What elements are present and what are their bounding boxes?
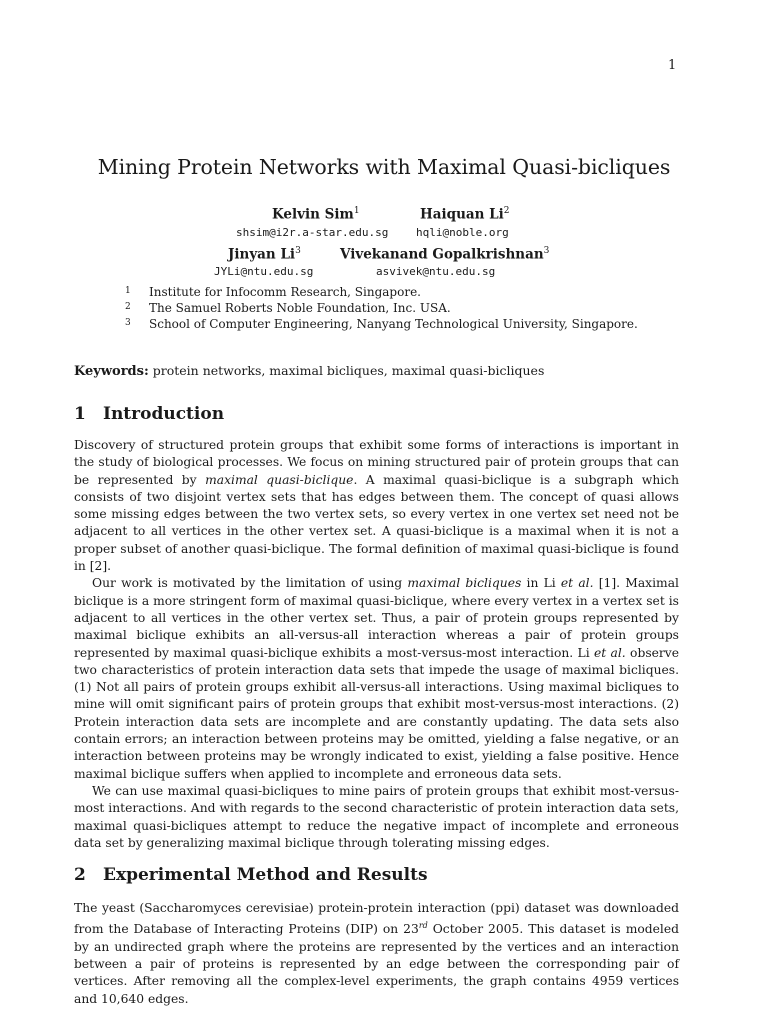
keywords-label: Keywords: <box>74 364 149 379</box>
affiliation: 1 Institute for Infocomm Research, Singapore. <box>125 285 421 299</box>
section-heading-introduction: 1 Introduction <box>74 404 225 424</box>
author-name: Vivekanand Gopalkrishnan$^3$ <box>340 246 550 263</box>
paragraph: Our work is motivated by the limitation of using maximal bicliques in Li et al. [1]. Maximal biclique is a more stringent form of maximal quasi-biclique, where every vertex in a vertex set is adjacent to all vertices in the other vertex set. Thus, a pair of protein groups represented by maximal biclique exhibits an all-versus-all interaction whereas a pair of protein groups represented by maximal quasi-biclique exhibits a most-versus-most interaction. Li et al. observe two characteristics of protein interaction data sets that impede the usage of maximal bicliques. (1) Not all pairs of protein groups exhibit all-versus-all interactions. Using maximal bicliques to mine will omit significant pairs of protein groups that exhibit most-versus-most interactions. (2) Protein interaction data sets are incomplete and are constantly updating. The data sets also contain errors; an interaction between proteins may be omitted, yielding a false negative, or an interaction between proteins may be wrongly indicated to exist, yielding a false positive. Hence maximal biclique suffers when applied to incomplete and erroneous data sets. <box>74 576 680 781</box>
section-heading-experimental: 2 Experimental Method and Results <box>74 865 428 885</box>
introduction-body <box>74 437 679 852</box>
keywords-text: protein networks, maximal bicliques, maximal quasi-bicliques <box>152 363 545 378</box>
paper-title: Mining Protein Networks with Maximal Quasi-bicliques <box>97 155 671 179</box>
author-email: shsim@i2r.a-star.edu.sg <box>236 226 389 239</box>
author-name: Kelvin Sim$^1$ <box>272 206 360 223</box>
affiliation: 2 The Samuel Roberts Noble Foundation, Inc. USA. <box>125 301 451 315</box>
affiliation: 3 School of Computer Engineering, Nanyang Technological University, Singapore. <box>125 317 638 331</box>
paragraph: We can use maximal quasi-bicliques to mine pairs of protein groups that exhibit most-versus-most interactions. And with regards to the second characteristic of protein interaction data sets, maximal quasi-bicliques attempt to reduce the negative impact of incomplete and erroneous data set by generalizing maximal biclique through tolerating missing edges. <box>74 783 679 850</box>
author-email: JYLi@ntu.edu.sg <box>214 265 314 278</box>
page-number: 1 <box>668 58 677 73</box>
experimental-body <box>74 900 679 1008</box>
author-name: Haiquan Li$^2$ <box>420 206 510 223</box>
author-email: asvivek@ntu.edu.sg <box>376 265 496 278</box>
keywords <box>74 363 544 379</box>
paragraph: Discovery of structured protein groups that exhibit some forms of interactions is important in the study of biological processes. We focus on mining structured pair of protein groups that can be represented by maximal quasi-biclique. A maximal quasi-biclique is a subgraph which consists of two disjoint vertex sets that has edges between them. The concept of quasi allows some missing edges between the two vertex sets, so every vertex in one vertex set need not be adjacent to all vertices in the other vertex set. A quasi-biclique is a maximal when it is not a proper subset of another quasi-biclique. The formal definition of maximal quasi-biclique is found in [2]. <box>74 438 679 574</box>
author-name: Jinyan Li$^3$ <box>228 246 301 263</box>
paragraph: The yeast (Saccharomyces cerevisiae) protein-protein interaction (ppi) dataset was downloaded from the Database of Interacting Proteins (DIP) on 23rd October 2005. This dataset is modeled by an undirected graph where the proteins are represented by the vertices and an interaction between a pair of proteins is represented by an edge between the corresponding pair of vertices. After removing all the complex-level experiments, the graph contains 4959 vertices and 10,640 edges. <box>74 901 679 1006</box>
author-email: hqli@noble.org <box>416 226 509 239</box>
